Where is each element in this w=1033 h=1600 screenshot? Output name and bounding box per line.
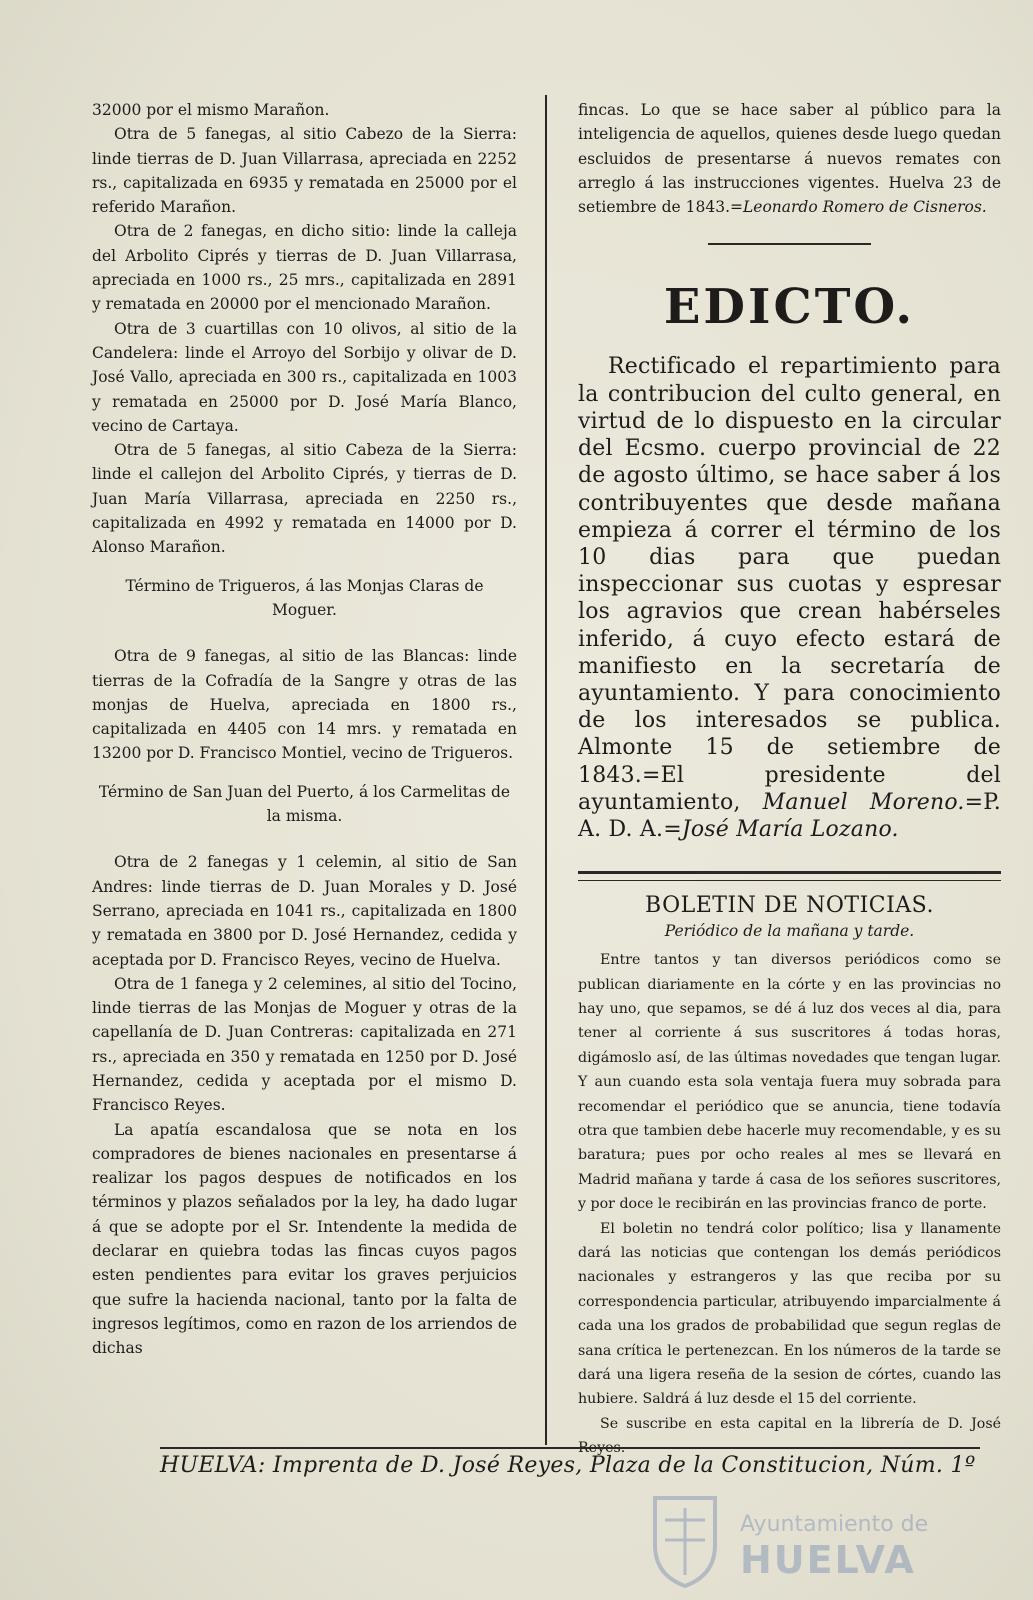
boletin-subtitle: Periódico de la mañana y tarde.: [664, 922, 915, 941]
paragraph: El boletin no tendrá color político; lisa y llanamente dará las noticias que contengan los demás periódicos nacionales y estrangeros y las que reciba por su correspondencia particular, atribuyendo imparcialmente á cada una los grados de probabilidad que segun reglas de sana crítica le pertenezcan. En los números de la tarde se dará una ligera reseña de la sesion de córtes, cuando las hubiere. Saldrá á luz desde el 15 del corriente.: [578, 1220, 1001, 1408]
archive-watermark: [650, 1490, 990, 1590]
edict-text: Rectificado el repartimiento para la contribucion del culto general, en virtud de lo dispuesto en la circular del Ecsmo. cuerpo provincial de 22 de agosto último, se hace saber á los contribuyentes que desde mañana empieza á correr el término de los 10 dias para que puedan inspeccionar sus cuotas y espresar los agravios que crean habérseles inferido, á cuyo efecto estará de manifiesto en la secretaría de ayuntamiento. Y para conocimiento de los interesados se publica. Almonte 15 de setiembre de 1843.=El presidente del ayuntamiento,: [578, 354, 1001, 815]
watermark-line-1: Ayuntamiento de: [740, 1512, 929, 1537]
edict-title: EDICTO.: [663, 279, 916, 336]
edict-title-block: [663, 243, 916, 336]
watermark-line-2: HUELVA: [740, 1538, 916, 1582]
paragraph: Se suscribe en esta capital en la librería de D. José Reyes.: [578, 1415, 1001, 1457]
paragraph: 32000 por el mismo Marañon.: [92, 101, 330, 119]
paragraph: Otra de 3 cuartillas con 10 olivos, al sitio de la Candelera: linde el Arroyo del Sorbijo y olivar de D. José Vallo, apreciada en 300 rs., capitalizada en 1003 y rematada en 25000 por D. José María Blanco, vecino de Cartaya.: [92, 319, 517, 435]
paragraph: Otra de 5 fanegas, al sitio Cabeza de la Sierra: linde el callejon del Arbolito Ciprés, y tierras de D. Juan María Villarrasa, apreciada en 2250 rs., capitalizada en 4992 y rematada en 14000 por D. Alonso Marañon.: [92, 441, 517, 557]
edict-signature-2: José María Lozano.: [681, 816, 899, 842]
imprint-footer: HUELVA: Imprenta de D. José Reyes, Plaza de la Constitucion, Núm. 1º: [160, 1447, 980, 1478]
paragraph: Otra de 2 fanegas, en dicho sitio: linde la calleja del Arbolito Ciprés y tierras de D. Juan Villarrasa, apreciada en 1000 rs., 25 mrs., capitalizada en 2891 y rematada en 20000 por el mencionado Marañon.: [92, 222, 517, 314]
paragraph: Entre tantos y tan diversos periódicos como se publican diariamente en la córte y en las provincias no hay uno, que sepamos, se dé á luz dos veces al dia, para tener al corriente á sus suscritores á todas horas, digámoslo así, de las últimas novedades que tengan lugar. Y aun cuando esta sola ventaja fuera muy sobrada para recomendar el periódico que se anuncia, tiene todavía otra que tambien debe hacerle muy recomendable, y es su baratura; pues por ocho reales al mes se llevará en Madrid mañana y tarde á casa de los señores suscritores, y por doce le recibirán en las provincias franco de porte.: [578, 952, 1001, 1213]
column-divider: [545, 95, 547, 1445]
double-rule: [578, 871, 1001, 881]
edict-separator: =P. A. D. A.=: [578, 789, 1001, 842]
right-column: [578, 98, 1001, 1461]
section-heading: Término de San Juan del Puerto, á los Carmelitas de la misma.: [98, 782, 511, 826]
left-column: [92, 98, 517, 1361]
paragraph: Otra de 9 fanegas, al sitio de las Blancas: linde tierras de la Cofradía de la Sangre y otras de las monjas de Huelva, apreciada en 1800 rs., capitalizada en 4405 con 14 mrs. y rematada en 13200 por D. Francisco Montiel, vecino de Trigueros.: [92, 647, 517, 763]
coat-of-arms-icon: [650, 1490, 720, 1590]
notice-paragraph: [578, 98, 1001, 219]
paragraph: Otra de 2 fanegas y 1 celemin, al sitio de San Andres: linde tierras de D. Juan Morales y D. José Serrano, apreciada en 1041 rs., capitalizada en 1800 y rematada en 3800 por D. José Hernandez, cedida y aceptada por D. Francisco Reyes, vecino de Huelva.: [92, 853, 517, 969]
boletin-title: BOLETIN DE NOTICIAS.: [645, 893, 934, 919]
paragraph: Otra de 5 fanegas, al sitio Cabezo de la Sierra: linde tierras de D. Juan Villarrasa, apreciada en 2252 rs., capitalizada en 6935 y rematada en 25000 por el referido Marañon.: [92, 125, 517, 217]
notice-signature: Leonardo Romero de Cisneros.: [743, 198, 987, 217]
edict-signature-1: Manuel Moreno.: [762, 789, 965, 815]
edict-body: [578, 353, 1001, 843]
boletin-section: [578, 893, 1001, 1461]
paragraph: La apatía escandalosa que se nota en los compradores de bienes nacionales en presentarse á realizar los pagos despues de notificados en los términos y plazos señalados por la ley, ha dado lugar á que se adopte por el Sr. Intendente la medida de declarar en quiebra todas las fincas cuyos pagos esten pendientes para evitar los graves perjuicios que sufre la hacienda nacional, tanto por la falta de ingresos legítimos, como en razon de los arriendos de dichas: [92, 1120, 517, 1358]
section-heading: Término de Trigueros, á las Monjas Claras de Moguer.: [125, 576, 484, 619]
notice-text: fincas. Lo que se hace saber al público para la inteligencia de aquellos, quienes desde luego quedan escluidos de presentarse á nuevos remates con arreglo á las instrucciones vigentes. Huelva 23 de setiembre de 1843.=: [578, 101, 1001, 217]
paragraph: Otra de 1 fanega y 2 celemines, al sitio del Tocino, linde tierras de las Monjas de Moguer y otras de la capellanía de D. Juan Contreras: capitalizada en 271 rs., apreciada en 350 y rematada en 1250 por D. José Hernandez, cedida y aceptada por el mismo D. Francisco Reyes.: [92, 974, 517, 1115]
